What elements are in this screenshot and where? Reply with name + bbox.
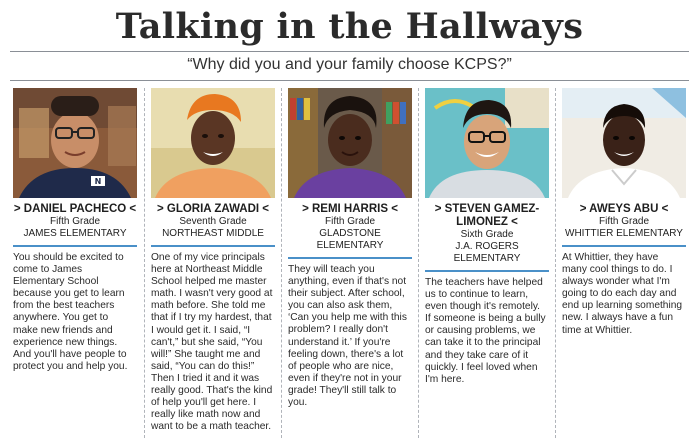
student-column-4 xyxy=(425,88,549,438)
page-title: Talking in the Hallways xyxy=(115,6,584,47)
title-rule xyxy=(10,51,689,52)
column-divider xyxy=(555,88,556,438)
student-column-2 xyxy=(151,88,275,438)
column-divider xyxy=(418,88,419,438)
student-photo xyxy=(425,88,549,198)
student-column-5 xyxy=(562,88,686,438)
student-portrait-image xyxy=(425,88,549,198)
student-photo xyxy=(13,88,137,198)
school-underline xyxy=(151,245,275,247)
student-school: GLADSTONE ELEMENTARY xyxy=(316,228,384,251)
student-school: WHITTIER ELEMENTARY xyxy=(565,228,683,239)
student-grade: Seventh Grade xyxy=(179,216,247,227)
school-underline xyxy=(562,245,686,247)
student-name: > AWEYS ABU < xyxy=(579,203,669,215)
column-divider xyxy=(144,88,145,438)
student-portrait-image xyxy=(288,88,412,198)
student-quote: One of my vice principals here at Northeast Middle School helped me master math. I wasn't very good at math before. She told me that if I try my hardest, that I would get it. I said, “I can't,” but she said, “You will!” She taught me and said, “You can do this!” Then I tried it and it was really good. That's the kind of help you'll get here. I really like math now and want to be a math teacher. xyxy=(151,252,273,433)
student-photo xyxy=(288,88,412,198)
student-school: JAMES ELEMENTARY xyxy=(23,228,127,239)
student-quote: They will teach you anything, even if that's not their subject. After school, you can also ask them, ‘Can you help me with this problem? I really don't understand it.’ If you're feeling down, there's a lot of people who are nice, even if they're not in your grade! They'll still talk to you. xyxy=(288,264,407,409)
student-column-3 xyxy=(288,88,412,438)
student-portrait-image xyxy=(151,88,275,198)
student-column-1 xyxy=(13,88,137,438)
student-grade: Fifth Grade xyxy=(49,216,101,227)
student-school: NORTHEAST MIDDLE xyxy=(162,228,264,239)
page-subtitle: “Why did you and your family choose KCPS?” xyxy=(187,56,512,73)
subtitle-rule xyxy=(10,80,689,81)
student-quote: At Whittier, they have many cool things to do. I always wonder what I'm going to do each day and end up learning something new. I always have a fun time at Whittier. xyxy=(562,252,683,336)
student-name: > STEVEN GAMEZ-LIMONEZ < xyxy=(434,203,540,228)
student-grade: Sixth Grade xyxy=(460,229,514,240)
school-underline xyxy=(288,257,412,259)
student-grade: Fifth Grade xyxy=(598,216,650,227)
student-name: > DANIEL PACHECO < xyxy=(13,203,137,215)
student-school: J.A. ROGERS ELEMENTARY xyxy=(453,241,521,264)
student-photo xyxy=(562,88,686,198)
student-portrait-image xyxy=(562,88,686,198)
student-name: > GLORIA ZAWADI < xyxy=(156,203,270,215)
student-grade: Fifth Grade xyxy=(324,216,376,227)
column-divider xyxy=(281,88,282,438)
school-underline xyxy=(13,245,137,247)
student-quote: You should be excited to come to James Elementary School because you get to learn from the best teachers anywhere. You get to make new friends and experience new things. And you'll have people to protect you and help you. xyxy=(13,252,128,372)
student-quote: The teachers have helped us to continue to learn, even though it's remotely. If someone is being a bully or causing problems, we can take it to the principal and they take care of it quickly. I feel loved when I'm here. xyxy=(425,277,546,385)
school-underline xyxy=(425,270,549,272)
student-photo xyxy=(151,88,275,198)
student-portrait-image xyxy=(13,88,137,198)
student-name: > REMI HARRIS < xyxy=(302,203,398,215)
svg-text:N: N xyxy=(94,177,102,186)
